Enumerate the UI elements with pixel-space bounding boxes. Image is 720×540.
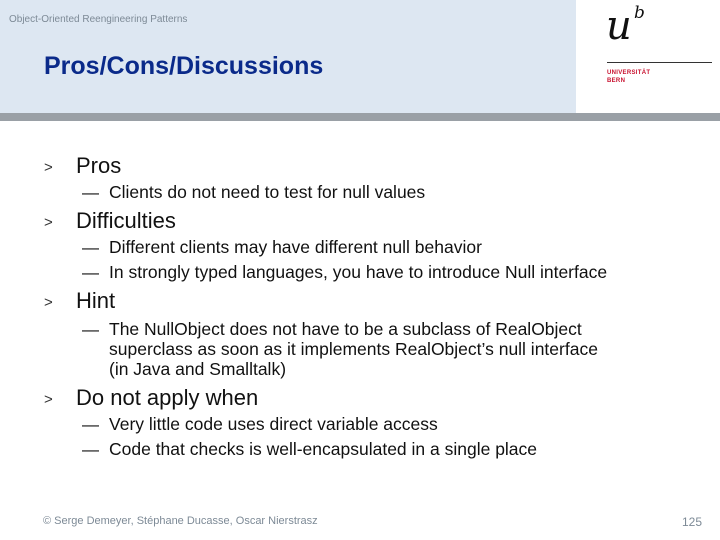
list-item-continuation: (in Java and Smalltalk)	[109, 359, 287, 379]
sub-bullet-marker: —	[82, 415, 99, 434]
bullet-marker: >	[44, 294, 53, 311]
bullet-marker: >	[44, 214, 53, 231]
section-heading: Pros	[76, 153, 122, 178]
list-item: The NullObject does not have to be a subclass of RealObject	[109, 319, 582, 339]
sub-bullet-marker: —	[82, 320, 99, 339]
course-title: Object-Oriented Reengineering Patterns	[9, 14, 188, 25]
bullet-marker: >	[44, 391, 53, 408]
section-heading: Hint	[76, 288, 116, 313]
university-logo-u: u	[606, 3, 632, 49]
list-item: Very little code uses direct variable access	[109, 414, 438, 434]
sub-bullet-marker: —	[82, 238, 99, 257]
slide-title: Pros/Cons/Discussions	[44, 52, 324, 80]
sub-bullet-marker: —	[82, 263, 99, 282]
sub-bullet-marker: —	[82, 183, 99, 202]
list-item: Clients do not need to test for null values	[109, 182, 426, 202]
list-item: Different clients may have different null behavior	[109, 237, 482, 257]
page-number: 125	[681, 515, 702, 529]
section-heading: Difficulties	[76, 208, 176, 233]
list-item: In strongly typed languages, you have to introduce Null interface	[109, 262, 608, 282]
logo-area	[576, 0, 720, 113]
footer-authors: © Serge Demeyer, Stéphane Ducasse, Oscar Nierstrasz	[43, 515, 318, 527]
sub-bullet-marker: —	[82, 440, 99, 459]
list-item: Code that checks is well-encapsulated in a single place	[109, 439, 538, 459]
section-heading: Do not apply when	[76, 385, 259, 410]
header-rule	[0, 113, 720, 121]
university-logo-b: b	[634, 3, 645, 23]
logo-text-line2: BERN	[607, 78, 626, 84]
list-item-continuation: superclass as soon as it implements RealObject’s null interface	[109, 339, 598, 359]
university-logo-text	[607, 69, 650, 85]
logo-text-line1: UNIVERSITÄT	[607, 70, 651, 76]
bullet-marker: >	[44, 159, 53, 176]
logo-divider	[607, 62, 712, 63]
